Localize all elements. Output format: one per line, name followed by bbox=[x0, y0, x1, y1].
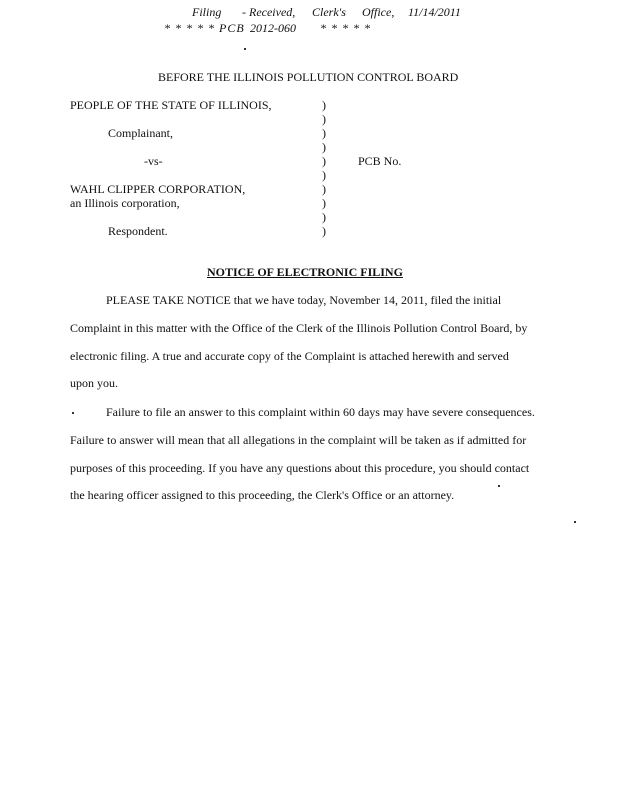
paragraph-line: the hearing officer assigned to this proceeding, the Clerk's Office or an attorney. bbox=[70, 488, 455, 502]
stamp-filing: Filing bbox=[192, 5, 222, 19]
defendant-role: Respondent. bbox=[108, 224, 168, 238]
caption-paren: ) bbox=[322, 168, 326, 182]
caption-paren: ) bbox=[322, 210, 326, 224]
notice-title: NOTICE OF ELECTRONIC FILING bbox=[207, 265, 403, 279]
plaintiff-name: PEOPLE OF THE STATE OF ILLINOIS, bbox=[70, 98, 272, 112]
caption-paren: ) bbox=[322, 98, 326, 112]
board-heading: BEFORE THE ILLINOIS POLLUTION CONTROL BOARD bbox=[158, 70, 459, 84]
caption-paren: ) bbox=[322, 224, 326, 238]
caption-paren: ) bbox=[322, 126, 326, 140]
scan-speck bbox=[244, 48, 246, 50]
caption-paren: ) bbox=[322, 154, 326, 168]
caption-paren: ) bbox=[322, 140, 326, 154]
stamp-clerks: Clerk's bbox=[312, 5, 346, 19]
plaintiff-role: Complainant, bbox=[108, 126, 173, 140]
paragraph-line: Complaint in this matter with the Office of the Clerk of the Illinois Pollution Control Board, by bbox=[70, 321, 528, 335]
stamp-pcb: * * * * * PCB bbox=[164, 21, 245, 35]
paragraph-line: Failure to file an answer to this complaint within 60 days may have severe consequences. bbox=[106, 405, 535, 419]
scan-speck bbox=[574, 521, 576, 523]
caption-paren: ) bbox=[322, 112, 326, 126]
stamp-received: - Received, bbox=[242, 5, 296, 19]
stamp-date: 11/14/2011 bbox=[408, 5, 461, 19]
scan-speck bbox=[498, 485, 500, 487]
stamp-office: Office, bbox=[362, 5, 395, 19]
caption-paren: ) bbox=[322, 196, 326, 210]
defendant-description: an Illinois corporation, bbox=[70, 196, 180, 210]
paragraph-line: PLEASE TAKE NOTICE that we have today, November 14, 2011, filed the initial bbox=[106, 293, 502, 307]
paragraph-line: purposes of this proceeding. If you have any questions about this procedure, you should contact bbox=[70, 461, 530, 475]
caption-paren: ) bbox=[322, 182, 326, 196]
paragraph-line: electronic filing. A true and accurate copy of the Complaint is attached herewith and served bbox=[70, 349, 509, 363]
paragraph-line: Failure to answer will mean that all allegations in the complaint will be taken as if admitted for bbox=[70, 433, 527, 447]
stamp-stars: * * * * * bbox=[320, 21, 371, 35]
defendant-name: WAHL CLIPPER CORPORATION, bbox=[70, 182, 246, 196]
paragraph-line: upon you. bbox=[70, 376, 118, 390]
case-number-label: PCB No. bbox=[358, 154, 402, 168]
scan-speck bbox=[72, 412, 74, 414]
stamp-docket-number: 2012-060 bbox=[250, 21, 296, 35]
versus-label: -vs- bbox=[144, 154, 163, 168]
